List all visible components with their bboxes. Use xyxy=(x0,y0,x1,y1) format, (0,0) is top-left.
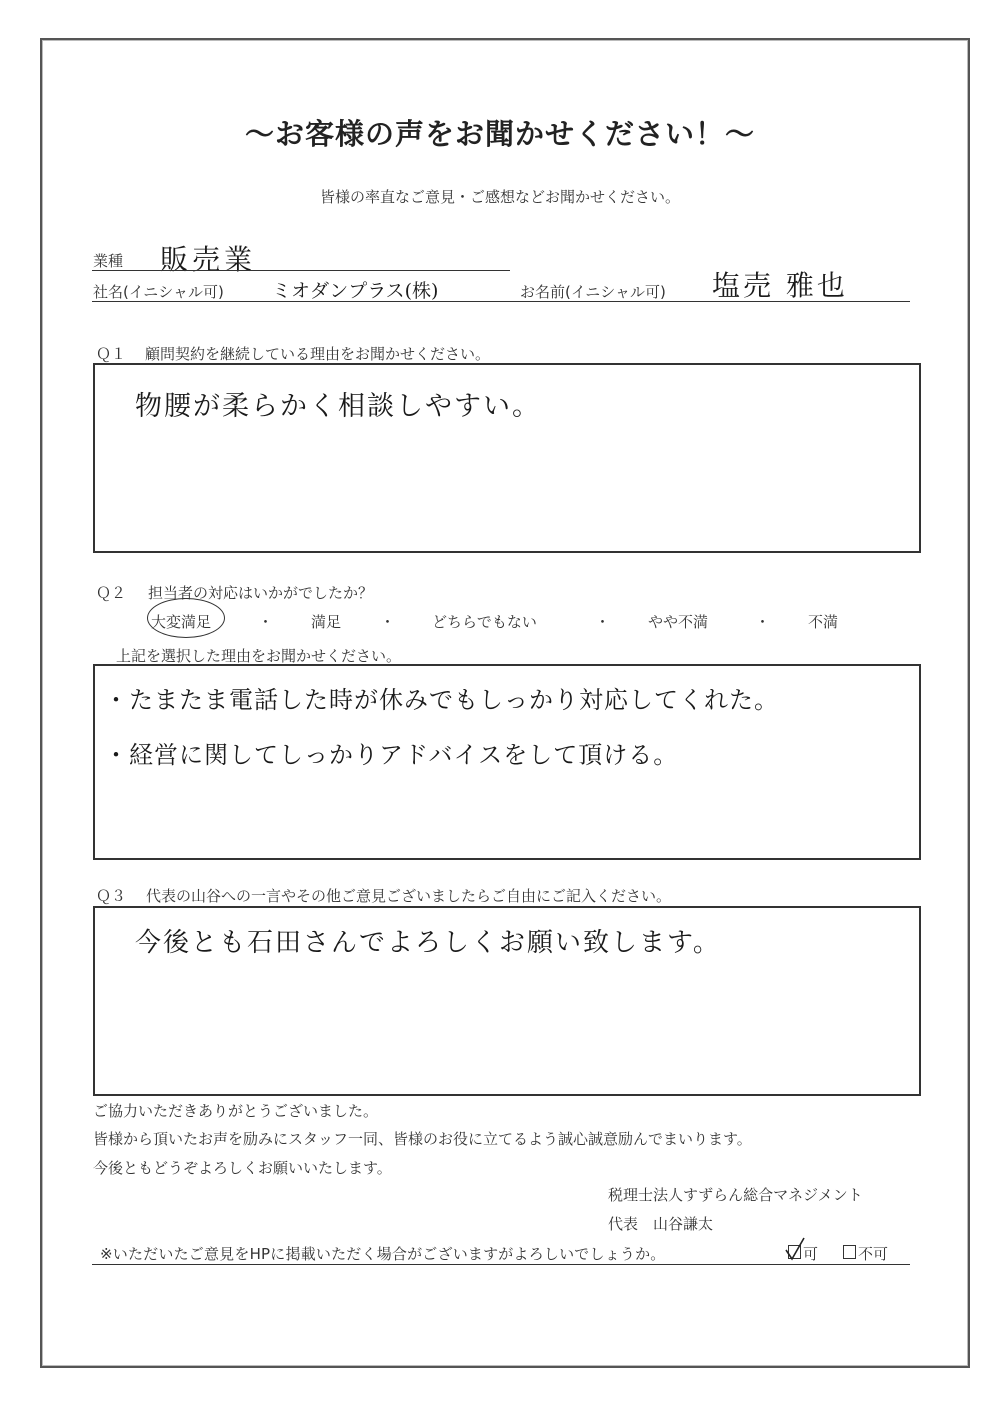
q2-option-satisfied[interactable]: 満足 xyxy=(311,613,342,631)
consent-underline xyxy=(92,1264,910,1265)
industry-underline xyxy=(92,270,510,271)
q2-answer-line-1: ・たまたま電話した時が休みでもしっかり対応してくれた。 xyxy=(104,686,779,714)
industry-value: 販売業 xyxy=(160,243,257,276)
q3-label: Ｑ３ xyxy=(96,887,127,905)
q3-question: 代表の山谷への一言やその他ご意見ございましたらご自由にご記入ください。 xyxy=(146,887,672,905)
q1-answer: 物腰が柔らかく相談しやすい。 xyxy=(135,391,541,422)
consent-deny-checkbox[interactable] xyxy=(843,1245,856,1259)
signature-representative: 代表 山谷謙太 xyxy=(608,1215,714,1233)
q1-question: 顧問契約を継続している理由をお聞かせください。 xyxy=(145,345,491,363)
closing-line-1: ご協力いただきありがとうございました。 xyxy=(93,1102,379,1120)
q1-label: Ｑ１ xyxy=(96,345,127,363)
q2-option-neutral[interactable]: どちらでもない xyxy=(432,613,537,631)
consent-deny-label: 不可 xyxy=(858,1245,889,1263)
consent-question: ※いただいたご意見をHPに掲載いただく場合がございますがよろしいでしょうか。 xyxy=(100,1245,666,1263)
company-label: 社名(イニシャル可) xyxy=(93,283,224,301)
option-separator: ・ xyxy=(755,613,771,631)
name-label: お名前(イニシャル可) xyxy=(520,283,666,301)
option-separator: ・ xyxy=(595,613,611,631)
q2-reason-prompt: 上記を選択した理由をお聞かせください。 xyxy=(116,647,402,665)
form-subtitle: 皆様の率直なご意見・ご感想などお聞かせください。 xyxy=(319,188,680,206)
option-separator: ・ xyxy=(258,613,274,631)
closing-line-2: 皆様から頂いたお声を励みにスタッフ一同、皆様のお役に立てるよう誠心誠意励んでまいります。 xyxy=(93,1130,752,1148)
q2-answer-line-2: ・経営に関してしっかりアドバイスをして頂ける。 xyxy=(104,741,679,769)
name-value: 塩売 雅也 xyxy=(712,269,848,302)
closing-line-3: 今後ともどうぞよろしくお願いいたします。 xyxy=(93,1159,392,1177)
option-separator: ・ xyxy=(380,613,396,631)
consent-allow-label: 可 xyxy=(803,1245,819,1263)
q2-option-very-satisfied[interactable]: 大変満足 xyxy=(151,613,212,631)
q2-label: Ｑ２ xyxy=(96,584,127,602)
q2-option-slightly-dissatisfied[interactable]: やや不満 xyxy=(648,613,709,631)
signature-company: 税理士法人すずらん総合マネジメント xyxy=(608,1186,863,1204)
company-value: ミオダンプラス(株) xyxy=(272,280,439,302)
industry-label: 業種 xyxy=(93,252,124,270)
q3-answer: 今後とも石田さんでよろしくお願い致します。 xyxy=(135,928,721,958)
q2-question: 担当者の対応はいかがでしたか？ xyxy=(148,584,374,602)
q2-option-dissatisfied[interactable]: 不満 xyxy=(808,613,839,631)
company-name-underline xyxy=(92,301,910,302)
form-title: ～お客様の声をお聞かせください！～ xyxy=(244,117,755,151)
